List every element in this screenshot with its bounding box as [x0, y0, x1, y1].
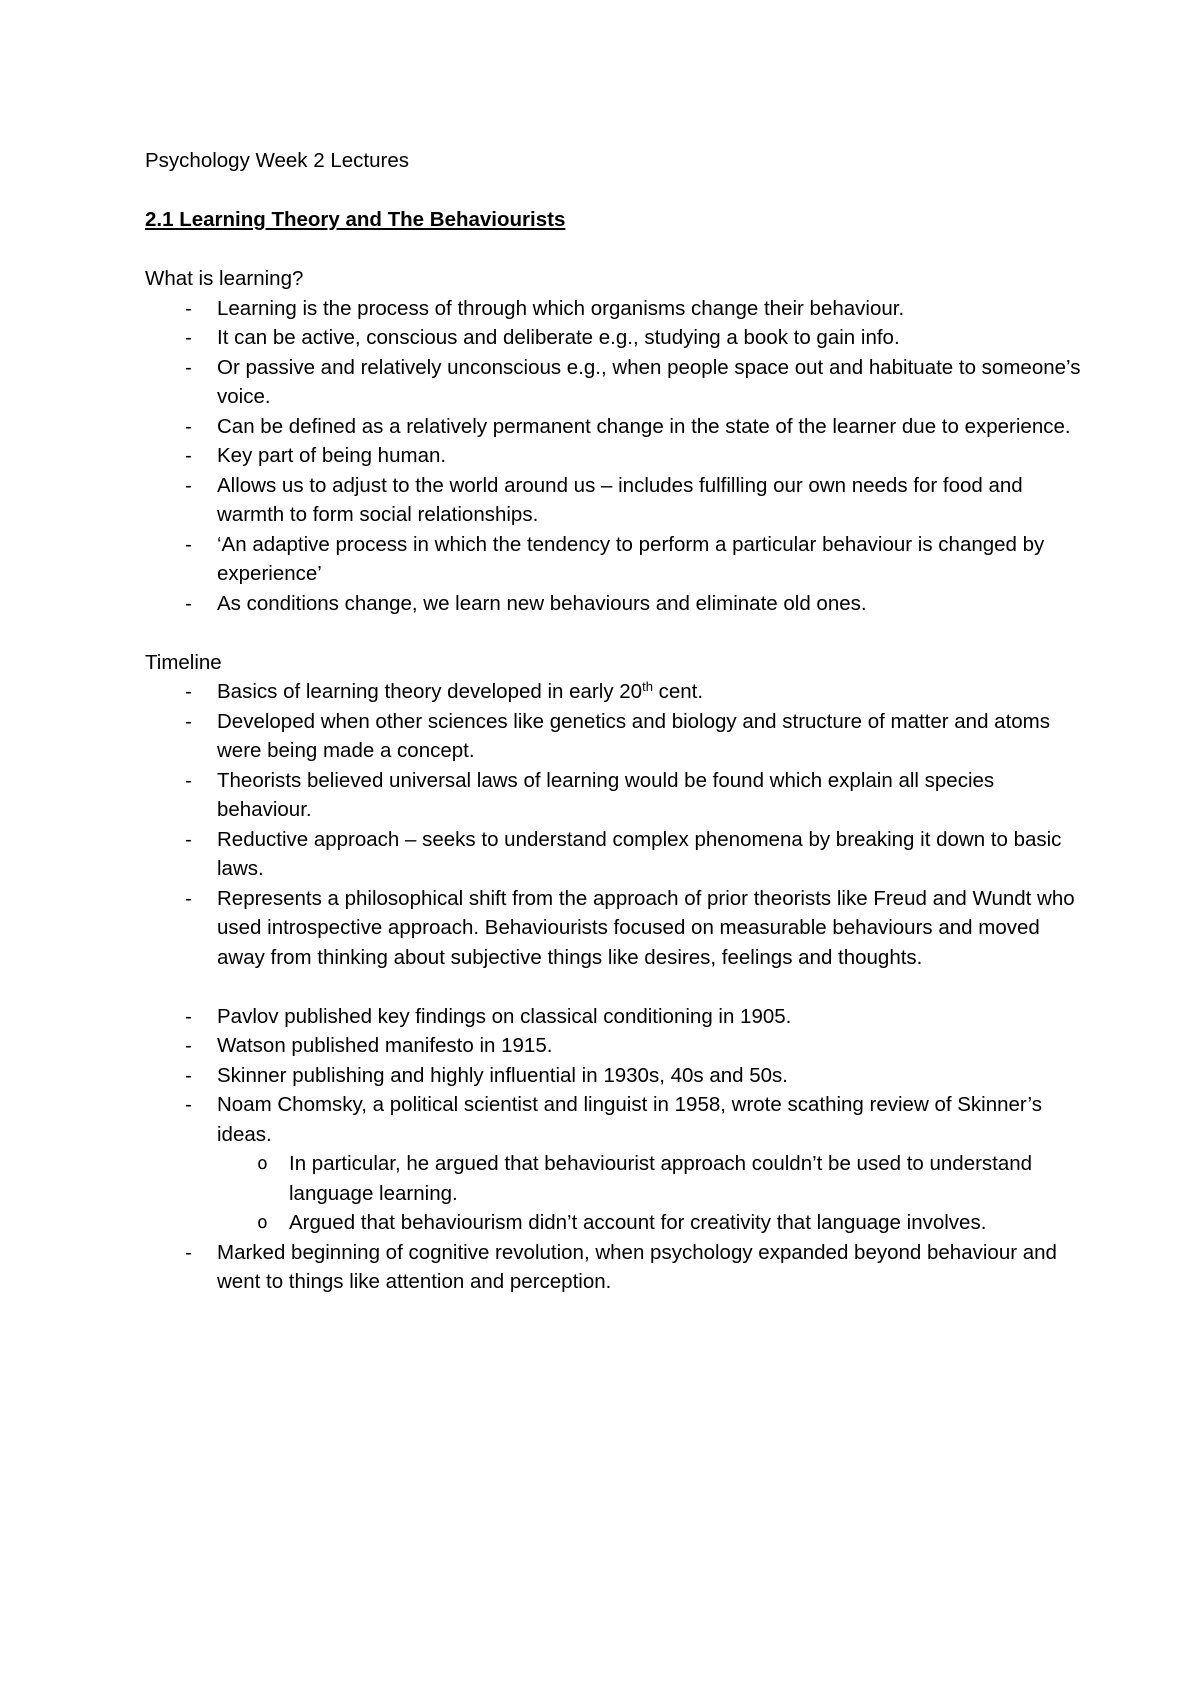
list-item: - Marked beginning of cognitive revolution, when psychology expanded beyond behaviour and went to things like attention and perception. [145, 1238, 1085, 1297]
list-item: - Or passive and relatively unconscious e.g., when people space out and habituate to someone’s voice. [145, 353, 1085, 412]
list-item [145, 677, 1085, 707]
list-item: - It can be active, conscious and deliberate e.g., studying a book to gain info. [145, 323, 1085, 353]
list-item [145, 1090, 1085, 1238]
list-item-text: cent. [652, 680, 704, 703]
list-item: - As conditions change, we learn new behaviours and eliminate old ones. [145, 589, 1085, 619]
list-item: - Key part of being human. [145, 441, 1085, 471]
section-heading: 2.1 Learning Theory and The Behaviourists [145, 208, 566, 231]
document-page [145, 146, 1085, 1297]
list-item: - Theorists believed universal laws of learning would be found which explain all species behaviour. [145, 766, 1085, 825]
list-item-text: Noam Chomsky, a political scientist and linguist in 1958, wrote scathing review of Skinner’s ideas. [217, 1093, 1042, 1146]
list-item: - Skinner publishing and highly influential in 1930s, 40s and 50s. [145, 1061, 1085, 1091]
spacer [145, 618, 1085, 648]
list-item: - Developed when other sciences like genetics and biology and structure of matter and atoms were being made a concept. [145, 707, 1085, 766]
superscript: th [642, 679, 653, 694]
list-item: - Watson published manifesto in 1915. [145, 1031, 1085, 1061]
list-item-text: Basics of learning theory developed in early 20 [217, 680, 643, 703]
list-item: - Reductive approach – seeks to understand complex phenomena by breaking it down to basic laws. [145, 825, 1085, 884]
chomsky-sub-list [217, 1149, 1085, 1238]
list-item: - Learning is the process of through which organisms change their behaviour. [145, 294, 1085, 324]
what-is-learning-heading: What is learning? [145, 267, 304, 290]
document-title: Psychology Week 2 Lectures [145, 149, 409, 172]
list-item: - Represents a philosophical shift from the approach of prior theorists like Freud and Wundt who used introspective approach. Behaviourists focused on measurable behaviours and moved away from thinking about subjective things like desires, feelings and thoughts. [145, 884, 1085, 973]
timeline-list [145, 677, 1085, 972]
list-item: - Can be defined as a relatively permanent change in the state of the learner due to experience. [145, 412, 1085, 442]
list-item: - Allows us to adjust to the world around us – includes fulfilling our own needs for food and warmth to form social relationships. [145, 471, 1085, 530]
timeline-heading: Timeline [145, 650, 222, 674]
sub-list-item: o Argued that behaviourism didn’t account for creativity that language involves. [217, 1208, 1085, 1238]
list-item: - Pavlov published key findings on classical conditioning in 1905. [145, 1002, 1085, 1032]
what-is-learning-list [145, 294, 1085, 619]
list-item: - ‘An adaptive process in which the tendency to perform a particular behaviour is changed by experience’ [145, 530, 1085, 589]
spacer [145, 972, 1085, 1002]
history-list [145, 1002, 1085, 1297]
sub-list-item: o In particular, he argued that behaviourist approach couldn’t be used to understand language learning. [217, 1149, 1085, 1208]
